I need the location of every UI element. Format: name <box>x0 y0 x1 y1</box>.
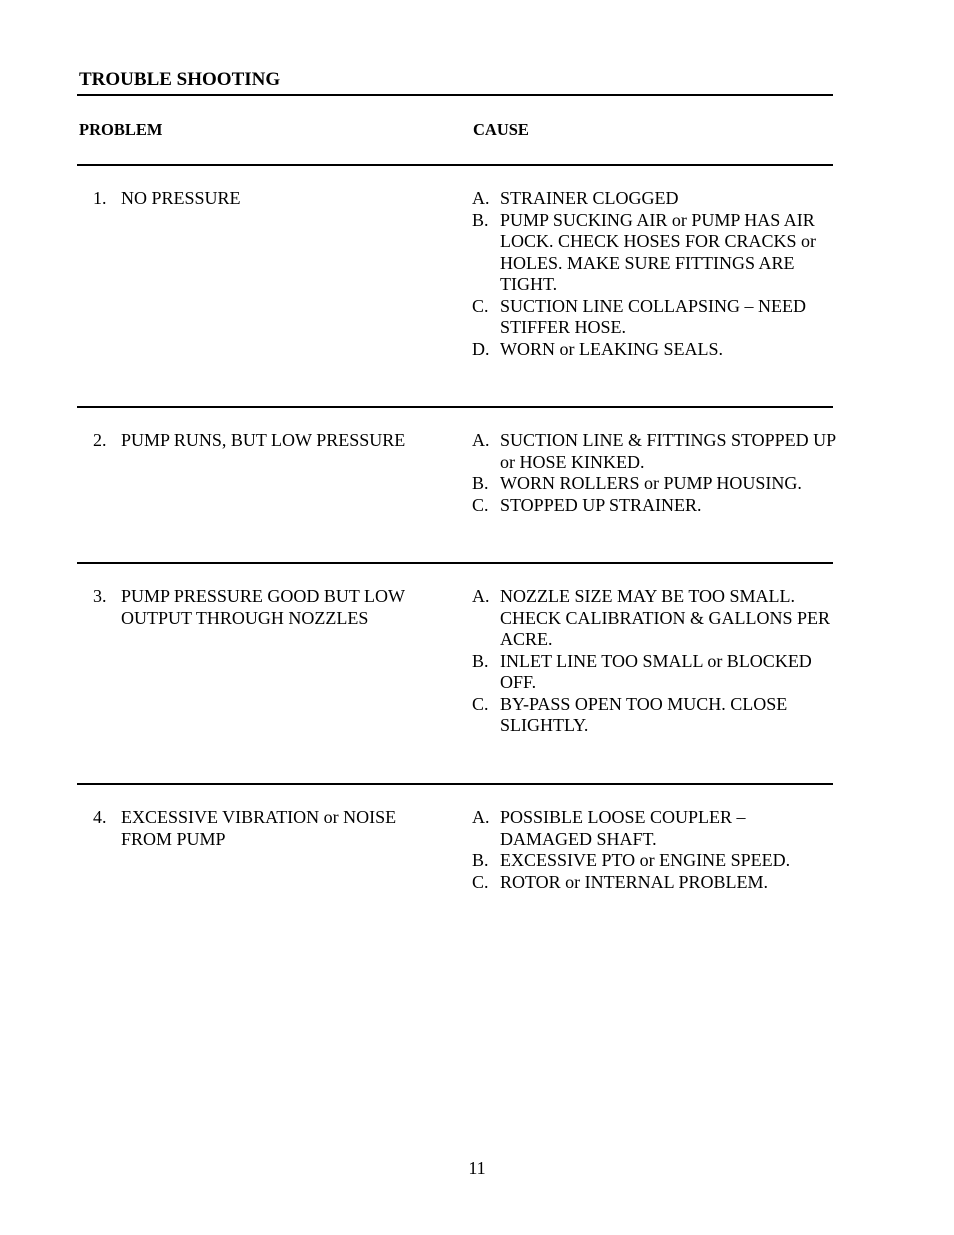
problem-text: EXCESSIVE VIBRATION or NOISE FROM PUMP <box>121 807 397 849</box>
problem-column-header: PROBLEM <box>79 120 163 139</box>
cause-column-header: CAUSE <box>473 120 529 139</box>
row-divider <box>77 406 833 408</box>
problem-cell <box>93 188 433 210</box>
cause-item <box>472 339 837 361</box>
page-number: 11 <box>468 1158 486 1178</box>
problem-number: 2. <box>93 430 107 450</box>
cause-letter: A. <box>472 188 490 208</box>
cause-text: STRAINER CLOGGED <box>500 188 679 208</box>
cause-item <box>472 188 837 210</box>
title-divider <box>77 94 833 96</box>
cause-item <box>472 495 837 517</box>
problem-text: NO PRESSURE <box>121 188 241 208</box>
cause-letter: A. <box>472 430 490 450</box>
problem-text: PUMP RUNS, BUT LOW PRESSURE <box>121 430 406 450</box>
cause-list <box>472 188 837 360</box>
cause-letter: B. <box>472 209 489 230</box>
cause-item <box>472 210 837 296</box>
cause-text: PUMP SUCKING AIR or PUMP HAS AIR LOCK. CHECK HOSES FOR CRACKS or HOLES. MAKE SURE FITTINGS ARE TIGHT. <box>500 209 817 294</box>
problem-cell <box>93 807 433 850</box>
cause-text: POSSIBLE LOOSE COUPLER – DAMAGED SHAFT. <box>500 807 746 849</box>
problem-number: 1. <box>93 188 107 208</box>
cause-letter: B. <box>472 473 489 493</box>
row-divider <box>77 783 833 785</box>
row-divider <box>77 562 833 564</box>
cause-letter: C. <box>472 494 489 515</box>
problem-cell <box>93 586 433 629</box>
cause-letter: A. <box>472 586 490 606</box>
cause-list <box>472 807 837 893</box>
cause-list <box>472 586 837 737</box>
cause-item <box>472 850 837 872</box>
cause-list <box>472 430 837 516</box>
cause-text: ROTOR or INTERNAL PROBLEM. <box>500 871 769 892</box>
problem-number: 3. <box>93 586 107 606</box>
cause-item <box>472 872 837 894</box>
cause-item <box>472 694 837 737</box>
cause-text: STOPPED UP STRAINER. <box>500 494 702 515</box>
cause-text: NOZZLE SIZE MAY BE TOO SMALL. CHECK CALIBRATION & GALLONS PER ACRE. <box>500 586 831 649</box>
cause-letter: C. <box>472 871 489 892</box>
problem-cell <box>93 430 433 452</box>
cause-letter: B. <box>472 850 489 870</box>
cause-text: BY-PASS OPEN TOO MUCH. CLOSE SLIGHTLY. <box>500 693 788 735</box>
cause-letter: C. <box>472 295 489 316</box>
cause-item <box>472 430 837 473</box>
cause-item <box>472 807 837 850</box>
cause-letter: D. <box>472 338 490 359</box>
cause-letter: C. <box>472 693 489 714</box>
cause-text: EXCESSIVE PTO or ENGINE SPEED. <box>500 850 791 870</box>
problem-text: PUMP PRESSURE GOOD BUT LOW OUTPUT THROUGH NOZZLES <box>121 586 405 628</box>
cause-text: INLET LINE TOO SMALL or BLOCKED OFF. <box>500 650 812 692</box>
cause-text: WORN ROLLERS or PUMP HOUSING. <box>500 473 802 493</box>
cause-item <box>472 586 837 651</box>
problem-number: 4. <box>93 807 107 827</box>
cause-text: SUCTION LINE & FITTINGS STOPPED UP or HOSE KINKED. <box>500 430 836 472</box>
cause-text: SUCTION LINE COLLAPSING – NEED STIFFER HOSE. <box>500 295 806 337</box>
cause-letter: B. <box>472 650 489 671</box>
header-divider <box>77 164 833 166</box>
page-title: TROUBLE SHOOTING <box>79 69 281 90</box>
cause-letter: A. <box>472 807 490 827</box>
cause-item <box>472 296 837 339</box>
cause-item <box>472 473 837 495</box>
cause-item <box>472 651 837 694</box>
cause-text: WORN or LEAKING SEALS. <box>500 338 723 359</box>
